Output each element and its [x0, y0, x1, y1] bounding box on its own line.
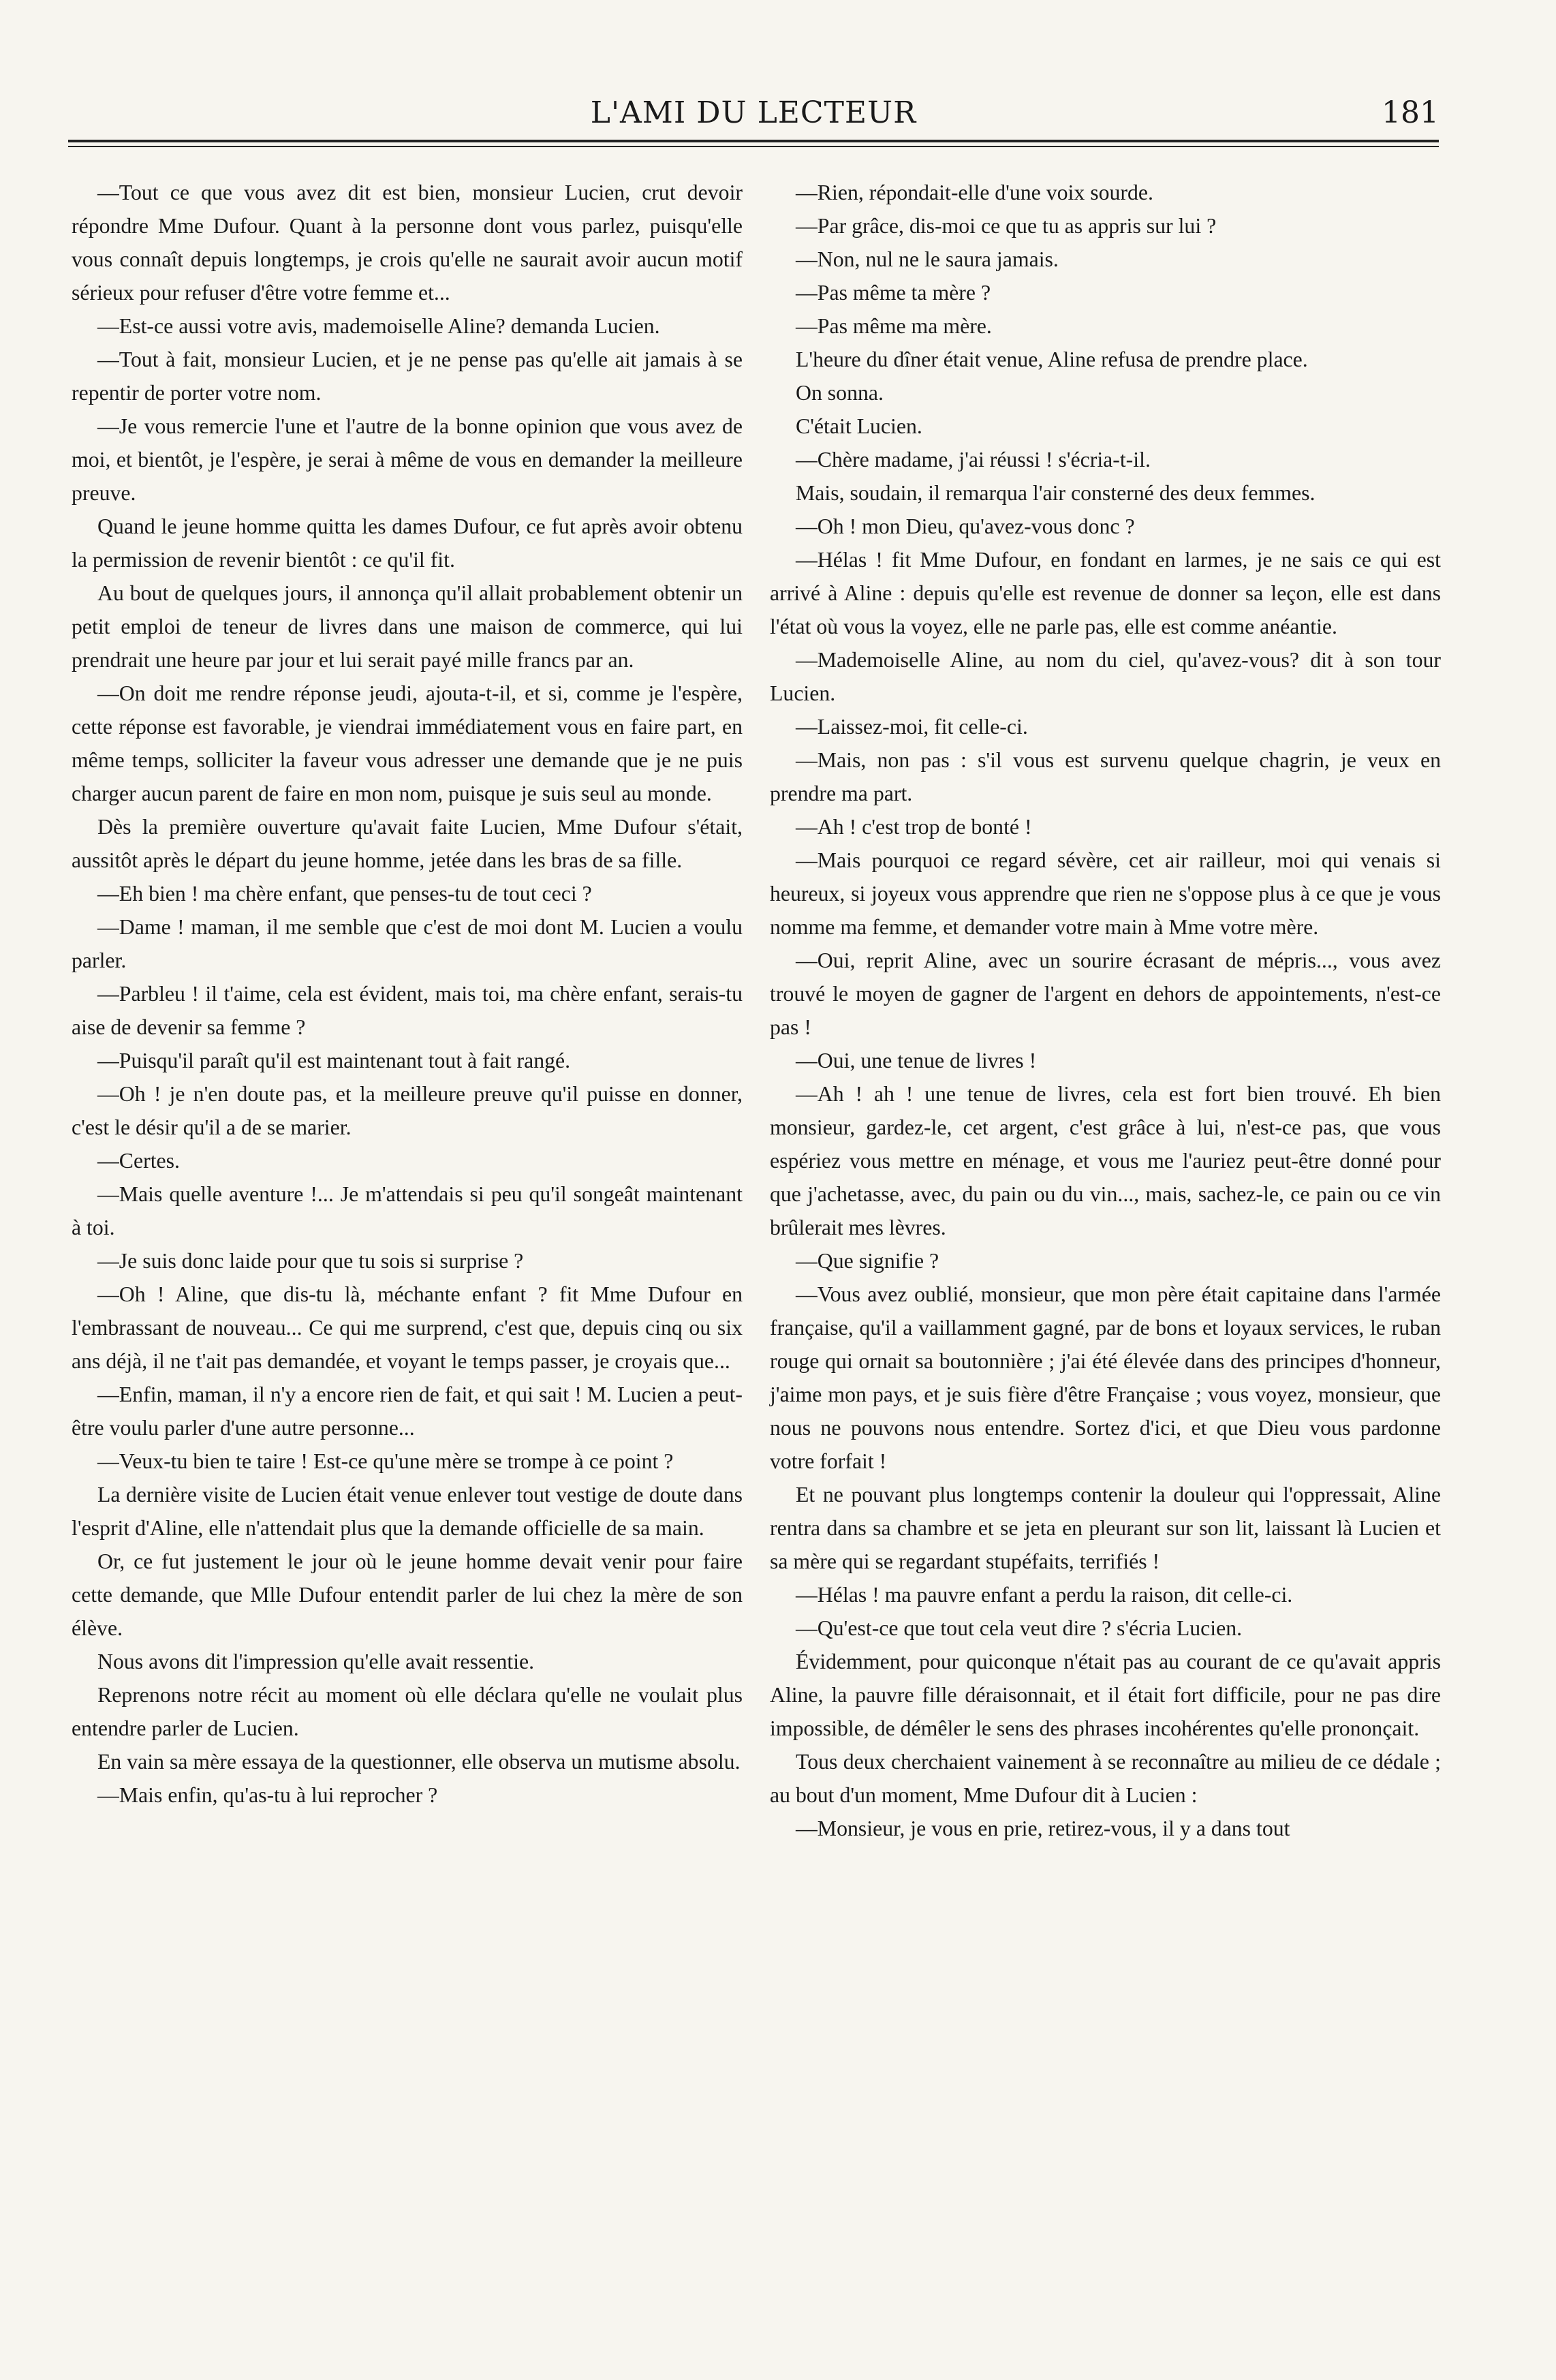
paragraph: —Mademoiselle Aline, au nom du ciel, qu'avez-vous? dit à son tour Lucien. [770, 648, 1441, 705]
paragraph: —Tout ce que vous avez dit est bien, monsieur Lucien, crut devoir répondre Mme Dufour. Quant à la personne dont vous parlez, puisqu'elle vous connaît depuis longtemps, je crois qu'elle ne saurait avoir aucun motif sérieux pour refuser d'être votre femme et... [72, 181, 743, 305]
paragraph: —Que signifie ? [796, 1249, 939, 1273]
paragraph: —Qu'est-ce que tout cela veut dire ? s'écria Lucien. [796, 1616, 1243, 1640]
page-header [68, 95, 1439, 143]
paragraph: Tous deux cherchaient vainement à se reconnaître au milieu de ce dédale ; au bout d'un moment, Mme Dufour dit à Lucien : [770, 1750, 1441, 1807]
paragraph: —On doit me rendre réponse jeudi, ajouta-t-il, et si, comme je l'espère, cette réponse est favorable, je viendrai immédiatement vous en faire part, en même temps, solliciter la faveur vous adresser une demande que je ne puis charger aucun parent de faire en mon nom, puisque je suis seul au monde. [72, 681, 743, 805]
paragraph: —Ah ! c'est trop de bonté ! [796, 815, 1032, 839]
paragraph: Reprenons notre récit au moment où elle déclara qu'elle ne voulait plus entendre parler de Lucien. [72, 1683, 743, 1740]
paragraph: Au bout de quelques jours, il annonça qu'il allait probablement obtenir un petit emploi de teneur de livres dans une maison de commerce, qui lui prendrait une heure par jour et lui serait payé mille francs par an. [72, 581, 743, 672]
header-rule-thin [68, 146, 1439, 147]
paragraph: —Est-ce aussi votre avis, mademoiselle Aline? demanda Lucien. [97, 314, 660, 338]
paragraph: —Rien, répondait-elle d'une voix sourde. [796, 181, 1153, 204]
paragraph: Dès la première ouverture qu'avait faite Lucien, Mme Dufour s'était, aussitôt après le départ du jeune homme, jetée dans les bras de sa fille. [72, 815, 743, 872]
right-column [770, 176, 1441, 1845]
paragraph: Or, ce fut justement le jour où le jeune homme devait venir pour faire cette demande, que Mlle Dufour entendit parler de lui chez la mère de son élève. [72, 1549, 743, 1640]
paragraph: C'était Lucien. [796, 414, 922, 438]
paragraph: —Je suis donc laide pour que tu sois si surprise ? [97, 1249, 524, 1273]
paragraph: L'heure du dîner était venue, Aline refusa de prendre place. [796, 347, 1308, 371]
paragraph: —Laissez-moi, fit celle-ci. [796, 715, 1028, 739]
paragraph: —Je vous remercie l'une et l'autre de la bonne opinion que vous avez de moi, et bientôt, je l'espère, je serai à même de vous en demander la meilleure preuve. [72, 414, 743, 505]
header-rule-thick [68, 140, 1439, 142]
paragraph: En vain sa mère essaya de la questionner, elle observa un mutisme absolu. [97, 1750, 741, 1774]
paragraph: —Pas même ma mère. [796, 314, 992, 338]
page-number: 181 [1382, 95, 1439, 130]
paragraph: —Hélas ! ma pauvre enfant a perdu la raison, dit celle-ci. [796, 1583, 1293, 1607]
paragraph: —Oui, reprit Aline, avec un sourire écrasant de mépris..., vous avez trouvé le moyen de gagner de l'argent en dehors de appointements, n'est-ce pas ! [770, 948, 1441, 1039]
left-column [72, 176, 743, 1812]
paragraph: Mais, soudain, il remarqua l'air consterné des deux femmes. [796, 481, 1316, 505]
paragraph: —Mais pourquoi ce regard sévère, cet air railleur, moi qui venais si heureux, si joyeux vous apprendre que rien ne s'oppose plus à ce que je vous nomme ma femme, et demander votre main à Mme votre mère. [770, 848, 1441, 939]
paragraph: On sonna. [796, 381, 884, 405]
paragraph: —Oh ! Aline, que dis-tu là, méchante enfant ? fit Mme Dufour en l'embrassant de nouveau... Ce qui me surprend, c'est que, depuis cinq ou six ans déjà, il ne t'ait pas demandée, et voyant le temps passer, je croyais que... [72, 1282, 743, 1373]
paragraph: —Puisqu'il paraît qu'il est maintenant tout à fait rangé. [97, 1049, 571, 1072]
paragraph: —Veux-tu bien te taire ! Est-ce qu'une mère se trompe à ce point ? [97, 1449, 674, 1473]
paragraph: —Ah ! ah ! une tenue de livres, cela est fort bien trouvé. Eh bien monsieur, gardez-le, cet argent, c'est grâce à lui, n'est-ce pas, que vous espériez vous mettre en ménage, et vous me l'auriez peut-être donné pour que j'achetasse, avec, du pain ou du vin..., mais, sachez-le, ce pain ou ce vin brûlerait mes lèvres. [770, 1082, 1441, 1239]
paragraph: —Oh ! mon Dieu, qu'avez-vous donc ? [796, 514, 1135, 538]
paragraph: Et ne pouvant plus longtemps contenir la douleur qui l'oppressait, Aline rentra dans sa chambre et se jeta en pleurant sur son lit, laissant là Lucien et sa mère qui se regardant stupéfaits, terrifiés ! [770, 1483, 1441, 1573]
paragraph: —Pas même ta mère ? [796, 281, 991, 305]
paragraph: La dernière visite de Lucien était venue enlever tout vestige de doute dans l'esprit d'Aline, elle n'attendait plus que la demande officielle de sa main. [72, 1483, 743, 1540]
paragraph: —Mais enfin, qu'as-tu à lui reprocher ? [97, 1783, 438, 1807]
running-title: L'AMI DU LECTEUR [590, 95, 917, 130]
paragraph: —Mais, non pas : s'il vous est survenu quelque chagrin, je veux en prendre ma part. [770, 748, 1441, 805]
paragraph: —Oh ! je n'en doute pas, et la meilleure preuve qu'il puisse en donner, c'est le désir qu'il a de se marier. [72, 1082, 743, 1139]
paragraph: Quand le jeune homme quitta les dames Dufour, ce fut après avoir obtenu la permission de revenir bientôt : ce qu'il fit. [72, 514, 743, 572]
paragraph: —Par grâce, dis-moi ce que tu as appris sur lui ? [796, 214, 1217, 238]
paragraph: —Eh bien ! ma chère enfant, que penses-tu de tout ceci ? [97, 882, 592, 906]
paragraph: —Mais quelle aventure !... Je m'attendais si peu qu'il songeât maintenant à toi. [72, 1182, 743, 1239]
paragraph: —Oui, une tenue de livres ! [796, 1049, 1037, 1072]
paragraph: —Non, nul ne le saura jamais. [796, 247, 1059, 271]
paragraph: —Monsieur, je vous en prie, retirez-vous, il y a dans tout [796, 1817, 1290, 1840]
paragraph: Évidemment, pour quiconque n'était pas au courant de ce qu'avait appris Aline, la pauvre fille déraisonnait, et il était fort difficile, pour ne pas dire impossible, de démêler le sens des phrases incohérentes qu'elle prononçait. [770, 1650, 1441, 1740]
paragraph: —Certes. [97, 1149, 180, 1173]
paragraph: —Chère madame, j'ai réussi ! s'écria-t-il. [796, 448, 1151, 472]
paragraph: —Vous avez oublié, monsieur, que mon père était capitaine dans l'armée française, qu'il a vaillamment gagné, par de bons et loyaux services, le ruban rouge qui ornait sa boutonnière ; j'ai été élevée dans des principes d'honneur, j'aime mon pays, et je suis fière d'être Française ; vous voyez, monsieur, que nous ne pouvons nous entendre. Sortez d'ici, et que Dieu vous pardonne votre forfait ! [770, 1282, 1441, 1473]
paragraph: —Dame ! maman, il me semble que c'est de moi dont M. Lucien a voulu parler. [72, 915, 743, 972]
paragraph: —Tout à fait, monsieur Lucien, et je ne pense pas qu'elle ait jamais à se repentir de porter votre nom. [72, 347, 743, 405]
paragraph: Nous avons dit l'impression qu'elle avait ressentie. [97, 1650, 535, 1673]
paragraph: —Hélas ! fit Mme Dufour, en fondant en larmes, je ne sais ce qui est arrivé à Aline : depuis qu'elle est revenue de donner sa leçon, elle est dans l'état où vous la voyez, elle ne parle pas, elle est comme anéantie. [770, 548, 1441, 638]
paragraph: —Parbleu ! il t'aime, cela est évident, mais toi, ma chère enfant, serais-tu aise de devenir sa femme ? [72, 982, 743, 1039]
paragraph: —Enfin, maman, il n'y a encore rien de fait, et qui sait ! M. Lucien a peut-être voulu parler d'une autre personne... [72, 1382, 743, 1440]
